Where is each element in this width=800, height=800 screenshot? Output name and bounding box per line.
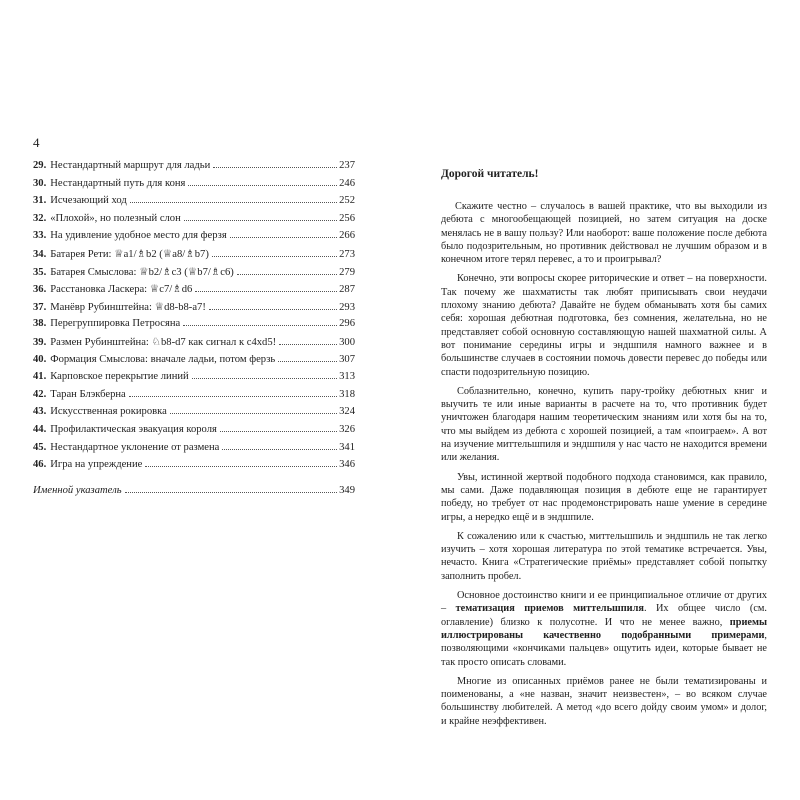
toc-entry-number: 42. <box>33 388 47 400</box>
emphasis-text: тематизация приемов миттельшпиля <box>455 603 644 615</box>
toc-entry[interactable] <box>33 389 355 407</box>
toc-leader-dots <box>279 344 337 345</box>
toc-entry-number: 35. <box>33 266 47 278</box>
toc-entry-title: Размен Рубинштейна: ♘b8-d7 как сигнал к c4xd5! <box>50 336 277 348</box>
toc-entry-title: Батарея Смыслова: ♕b2/♗c3 (♕b7/♗c6) <box>50 266 234 278</box>
toc-entry-title: Профилактическая эвакуация короля <box>50 423 217 435</box>
toc-leader-dots <box>220 431 337 432</box>
toc-entry-number: 38. <box>33 318 47 330</box>
toc-entry-page: 341 <box>339 441 355 453</box>
toc-entry[interactable] <box>33 195 355 213</box>
toc-entry-number: 39. <box>33 336 47 348</box>
toc-entry-title: Расстановка Ласкера: ♕c7/♗d6 <box>50 284 193 296</box>
toc-leader-dots <box>129 396 337 397</box>
toc-leader-dots <box>237 274 337 275</box>
toc-leader-dots <box>212 256 337 257</box>
toc-entry-number: 29. <box>33 160 47 171</box>
toc-entry-number: 34. <box>33 248 47 260</box>
paragraph: Увы, истинной жертвой подобного подхода становимся, как правило, мы сами. Даже подавляющая позиция в дебюте еще не гарантирует победу, но требует от нас продемонстрировать наше умение в середине игры, а нередко ещё и в эндшпиле. <box>441 471 767 523</box>
toc-entry[interactable] <box>33 459 355 477</box>
emphasis-text: приемы иллюстрированы качественно подобранными примерами <box>441 616 767 641</box>
toc-entry[interactable] <box>33 336 355 354</box>
toc-entry[interactable] <box>33 213 355 231</box>
toc-entry-number: 46. <box>33 459 47 471</box>
toc-entry-number: 40. <box>33 353 47 365</box>
toc-entry-number: 36. <box>33 284 47 296</box>
text-run: Основное достоинство книги и ее принципиальное отличие от других – <box>441 590 767 615</box>
toc-entry-title: «Плохой», но полезный слон <box>50 212 181 224</box>
toc-entry-page: 246 <box>339 177 355 189</box>
toc-entry-page: 287 <box>339 284 355 296</box>
toc-entry-number: 37. <box>33 301 47 313</box>
toc-entry-number: 31. <box>33 195 47 207</box>
toc-entry[interactable] <box>33 283 355 301</box>
toc-entry-page: 313 <box>339 371 355 383</box>
toc-leader-dots <box>188 185 337 186</box>
toc-leader-dots <box>222 449 337 450</box>
toc-entry-title: Манёвр Рубинштейна: ♕d8-b8-a7! <box>50 301 206 313</box>
toc-leader-dots <box>170 413 337 414</box>
toc-entry-number: 30. <box>33 177 47 189</box>
toc-entry-title: Нестандартное уклонение от размена <box>50 441 220 453</box>
toc-entry[interactable] <box>33 178 355 196</box>
toc-entry-title: Нестандартный маршрут для ладьи <box>50 160 211 171</box>
toc-leader-dots <box>209 309 337 310</box>
toc-leader-dots <box>192 378 337 379</box>
toc-entry[interactable] <box>33 160 355 178</box>
toc-leader-dots <box>125 492 338 493</box>
toc-entry-page: 273 <box>339 248 355 260</box>
toc-entry-title: Нестандартный путь для коня <box>50 177 186 189</box>
toc-entry[interactable] <box>33 406 355 424</box>
toc-entry[interactable] <box>33 266 355 284</box>
toc-index-page: 349 <box>339 484 355 496</box>
toc-entry[interactable] <box>33 442 355 460</box>
toc-leader-dots <box>145 466 337 467</box>
toc-entry-page: 293 <box>339 301 355 313</box>
toc-leader-dots <box>130 202 337 203</box>
preface-body <box>441 200 767 734</box>
toc-entry-page: 256 <box>339 212 355 224</box>
paragraph <box>441 589 767 669</box>
toc-entry[interactable] <box>33 301 355 319</box>
toc-entry[interactable] <box>33 354 355 372</box>
toc-entry[interactable] <box>33 230 355 248</box>
text-run: . Их общее число (см. оглавление) близко к полусотне. И что не менее важно, <box>441 603 767 628</box>
toc-entry-page: 307 <box>339 353 355 365</box>
toc-leader-dots <box>195 291 337 292</box>
toc-entry-title: Искусственная рокировка <box>50 406 167 418</box>
toc-entry-page: 326 <box>339 423 355 435</box>
toc-entry[interactable] <box>33 424 355 442</box>
toc-entry-page: 266 <box>339 230 355 242</box>
toc-entry-page: 300 <box>339 336 355 348</box>
toc-entry-title: Батарея Рети: ♕a1/♗b2 (♕a8/♗b7) <box>50 248 209 260</box>
toc-entry[interactable] <box>33 318 355 336</box>
toc-index-title: Именной указатель <box>33 484 122 496</box>
toc-entry-title: Игра на упреждение <box>50 459 143 471</box>
toc-entry-page: 324 <box>339 406 355 418</box>
paragraph: Скажите честно – случалось в вашей практике, что вы выходили из дебюта с многообещающей позицией, но затем ситуация на доске менялась не в вашу пользу? Или наоборот: ваше положение после дебюта было подозрительным, но противник действовал не лучшим образом и в конечном итоге терял перевес, а то и проигрывал? <box>441 201 767 266</box>
toc-entry-title: Исчезающий ход <box>50 195 127 207</box>
toc-entry[interactable] <box>33 248 355 266</box>
paragraph: Конечно, эти вопросы скорее риторические и ответ – на поверхности. Так почему же шахматисты так любят приписывать свои неудачи плохому знанию дебюта? Давайте не будем обманывать хотя бы самих себя: хорошая дебютная подготовка, без сомнения, желательна, но не представляет собой основную составляющую нашей шахматной силы. А вот понимание середины игры и эндшпиля намного важнее и в большинстве случаев в состоянии помочь довести перевес до победы или спасти подозрительную позицию. <box>441 273 767 378</box>
paragraph: Многие из описанных приёмов ранее не были тематизированы и поименованы, а «не назван, значит неизвестен», – во всяком случае большинству любителей. А метод «до всего дойду своим умом» и долог, и крайне неэффективен. <box>441 675 767 727</box>
toc-leader-dots <box>213 167 337 168</box>
toc-entry-number: 43. <box>33 406 47 418</box>
toc-entry-title: Карповское перекрытие линий <box>50 371 189 383</box>
table-of-contents <box>33 160 355 502</box>
toc-entry-title: Формация Смыслова: вначале ладьи, потом ферзь <box>50 353 276 365</box>
toc-entry-title: На удивление удобное место для ферзя <box>50 230 227 242</box>
toc-entry-page: 279 <box>339 266 355 278</box>
toc-leader-dots <box>184 220 337 221</box>
text-run: , позволяющими «кончиками пальцев» ощутить идеи, которые бывает не так просто описать словами. <box>441 629 767 668</box>
paragraph: К сожалению или к счастью, миттельшпиль и эндшпиль не так легко изучить – хотя хорошая литература по этой тематике встречается. Увы, нечасто. Книга «Стратегические приёмы» представляет собой попытку заполнить пробел. <box>441 530 767 582</box>
toc-entry-number: 41. <box>33 371 47 383</box>
toc-leader-dots <box>278 361 337 362</box>
toc-entry-number: 44. <box>33 423 47 435</box>
toc-index-entry[interactable] <box>33 485 355 503</box>
toc-entry-page: 346 <box>339 459 355 471</box>
toc-entry-title: Перегруппировка Петросяна <box>50 318 181 330</box>
toc-entry-title: Таран Блэкберна <box>50 388 126 400</box>
toc-leader-dots <box>183 325 337 326</box>
preface-heading: Дорогой читатель! <box>441 168 539 180</box>
toc-entry-number: 45. <box>33 441 47 453</box>
toc-leader-dots <box>230 237 337 238</box>
toc-entry-number: 32. <box>33 212 47 224</box>
toc-entry[interactable] <box>33 371 355 389</box>
toc-entry-number: 33. <box>33 230 47 242</box>
toc-entry-page: 237 <box>339 160 355 171</box>
paragraph: Соблазнительно, конечно, купить пару-тройку дебютных книг и выучить те или иные варианты в расчете на то, что противник будет уничтожен благодаря нашим теоретическим знаниям или хотя бы на то, что мы выйдем из дебюта с хорошей позицией, а там «поиграем». А вот на изучение миттельшпиля и эндшпиля у нас часто не находится времени или желания. <box>441 385 767 464</box>
toc-entry-page: 252 <box>339 195 355 207</box>
toc-entry-page: 318 <box>339 388 355 400</box>
page-number: 4 <box>33 135 40 150</box>
toc-entry-page: 296 <box>339 318 355 330</box>
